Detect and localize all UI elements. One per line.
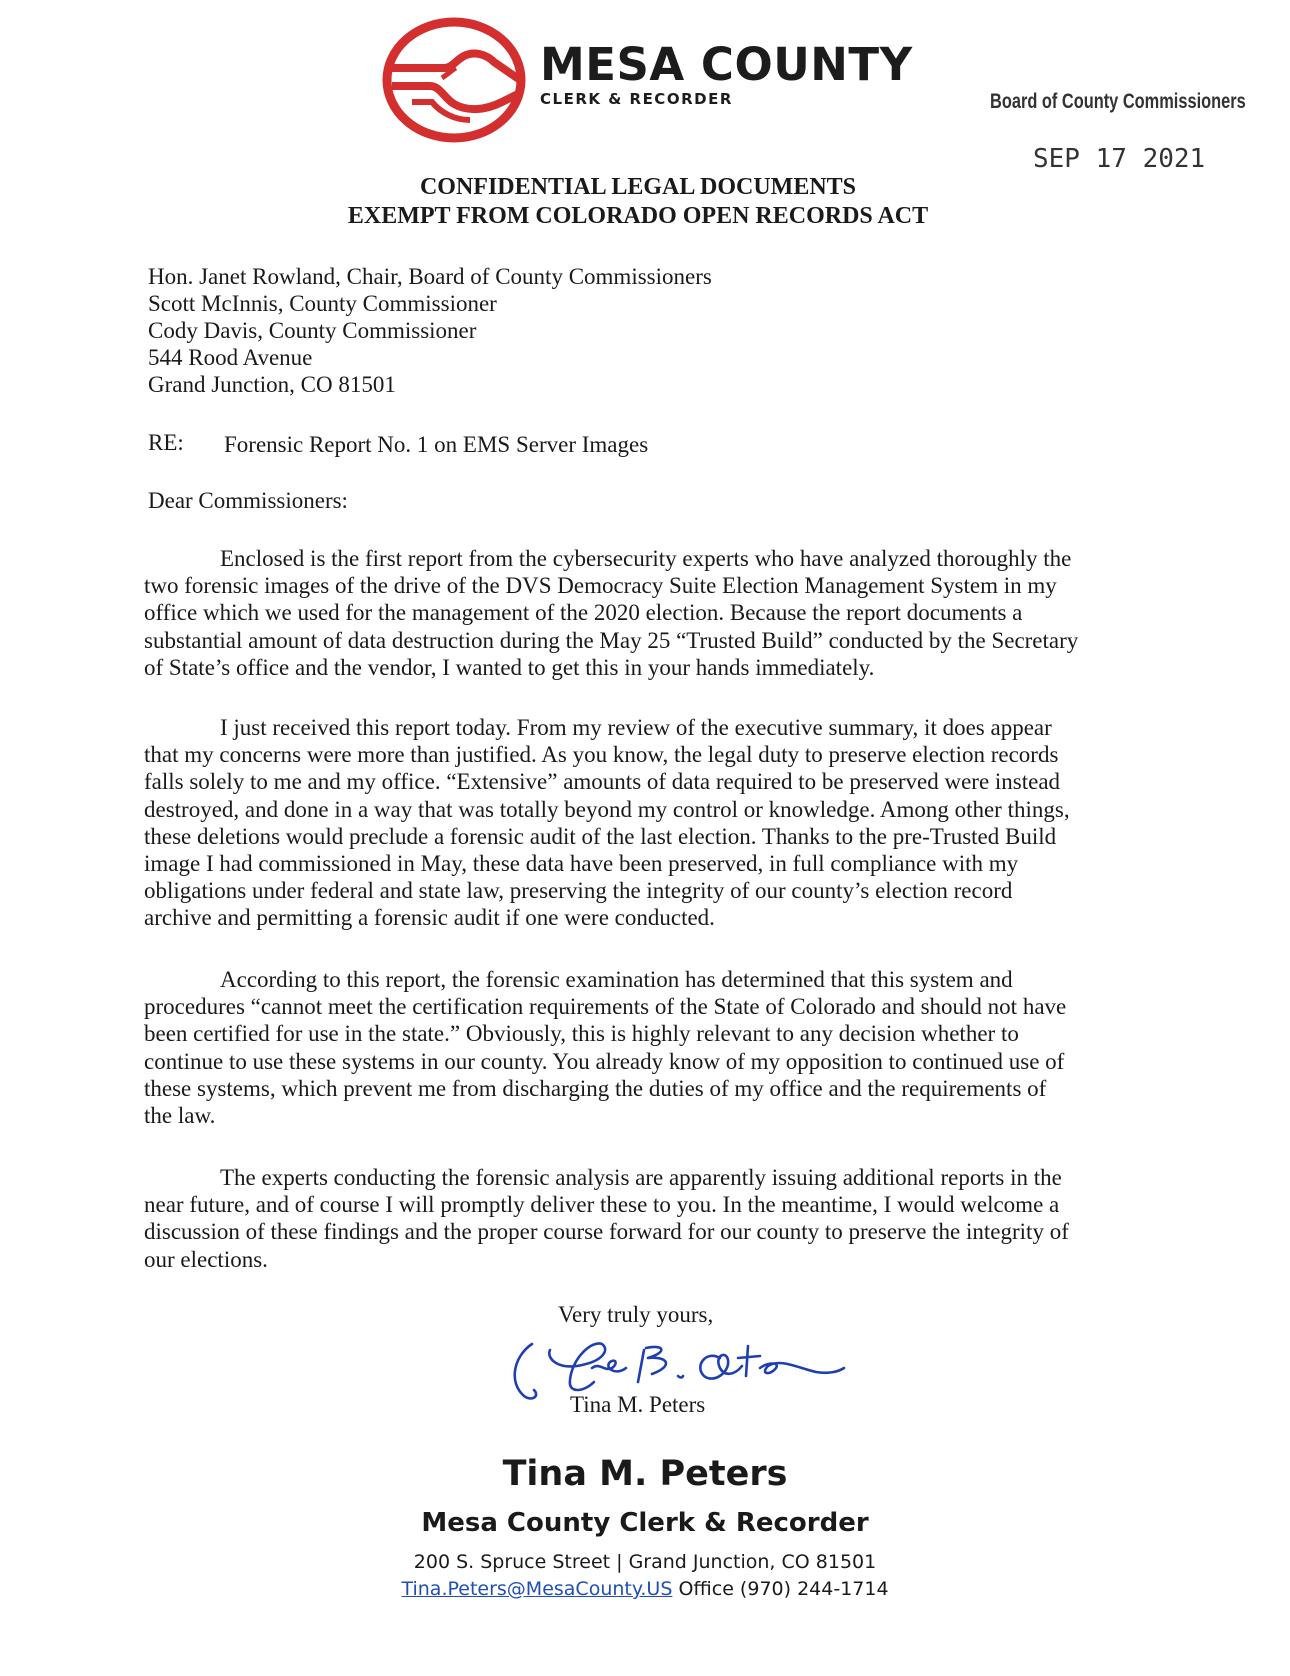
body-paragraph xyxy=(144,1164,1137,1273)
footer-contact xyxy=(0,1578,1290,1600)
paragraph-line: I just received this report today. From my review of the executive summary, it does appear xyxy=(220,715,1052,740)
paragraph-line: our elections. xyxy=(144,1246,268,1272)
received-stamp-title: Board of County Commissioners xyxy=(990,90,1246,113)
paragraph-line: obligations under federal and state law, preserving the integrity of our county’s election record xyxy=(144,878,1013,904)
paragraph-line: of State’s office and the vendor, I wanted to get this in your hands immediately. xyxy=(144,654,875,680)
confidential-heading: CONFIDENTIAL LEGAL DOCUMENTS xyxy=(419,174,857,200)
received-stamp-date: SEP 17 2021 xyxy=(1033,144,1206,174)
body-paragraph xyxy=(144,966,1137,1129)
paragraph-line: two forensic images of the drive of the DVS Democracy Suite Election Management System in my xyxy=(144,573,1057,599)
footer-address: 200 S. Spruce Street | Grand Junction, CO 81501 xyxy=(413,1551,877,1573)
paragraph-line: archive and permitting a forensic audit if one were conducted. xyxy=(144,905,715,931)
paragraph-line: According to this report, the forensic examination has determined that this system and xyxy=(220,967,1013,992)
signer-name: Tina M. Peters xyxy=(570,1392,706,1417)
mesa-county-logo xyxy=(382,16,527,144)
paragraph-line: Enclosed is the first report from the cybersecurity experts who have analyzed thoroughly the xyxy=(220,546,1072,571)
paragraph-line: discussion of these findings and the proper course forward for our county to preserve the integrity of xyxy=(144,1219,1069,1245)
paragraph-line: these systems, which prevent me from discharging the duties of my office and the requirements of xyxy=(144,1075,1047,1101)
office-phone: Office (970) 244-1714 xyxy=(678,1578,889,1600)
subject-label: RE: xyxy=(148,430,184,455)
paragraph-line: falls solely to me and my office. “Extensive” amounts of data required to be preserved were instead xyxy=(144,769,1061,795)
greeting: Dear Commissioners: xyxy=(148,488,348,513)
subject-text: Forensic Report No. 1 on EMS Server Images xyxy=(224,432,649,457)
recipient-line: 544 Rood Avenue xyxy=(148,345,313,370)
paragraph-line: these deletions would preclude a forensic audit of the last election. Thanks to the pre-Trusted Build xyxy=(144,823,1057,849)
paragraph-line: The experts conducting the forensic analysis are apparently issuing additional reports in the xyxy=(220,1165,1062,1190)
paragraph-line: image I had commissioned in May, these data have been preserved, in full compliance with my xyxy=(144,851,1019,877)
paragraph-line: office which we used for the management of the 2020 election. Because the report documents a xyxy=(144,600,1023,626)
paragraph-line: continue to use these systems in our county. You already know of my opposition to continued use of xyxy=(144,1048,1065,1074)
org-subtitle: CLERK & RECORDER xyxy=(540,90,733,108)
footer-title: Mesa County Clerk & Recorder xyxy=(421,1508,869,1538)
email-link[interactable]: Tina.Peters@MesaCounty.US xyxy=(401,1578,673,1600)
exempt-heading: EXEMPT FROM COLORADO OPEN RECORDS ACT xyxy=(347,203,929,229)
paragraph-line: destroyed, and done in a way that was totally beyond my control or knowledge. Among other things, xyxy=(144,796,1070,822)
paragraph-line: that my concerns were more than justified. As you know, the legal duty to preserve election records xyxy=(144,742,1059,768)
body-paragraph xyxy=(144,545,1137,681)
paragraph-line: been certified for use in the state.” Obviously, this is highly relevant to any decision whether to xyxy=(144,1021,1019,1047)
paragraph-line: substantial amount of data destruction during the May 25 “Trusted Build” conducted by the Secretary xyxy=(144,627,1079,653)
valediction: Very truly yours, xyxy=(558,1302,714,1327)
paragraph-line: the law. xyxy=(144,1103,216,1129)
footer-name: Tina M. Peters xyxy=(502,1454,788,1494)
recipient-line: Grand Junction, CO 81501 xyxy=(148,372,396,397)
recipient-line: Cody Davis, County Commissioner xyxy=(148,318,477,343)
body-paragraph xyxy=(144,714,1137,932)
org-name: MESA COUNTY xyxy=(540,38,913,91)
recipient-line: Scott McInnis, County Commissioner xyxy=(148,291,497,316)
recipient-line: Hon. Janet Rowland, Chair, Board of County Commissioners xyxy=(148,264,712,289)
paragraph-line: procedures “cannot meet the certification requirements of the State of Colorado and should not have xyxy=(144,994,1067,1020)
paragraph-line: near future, and of course I will promptly deliver these to you. In the meantime, I would welcome a xyxy=(144,1192,1060,1218)
